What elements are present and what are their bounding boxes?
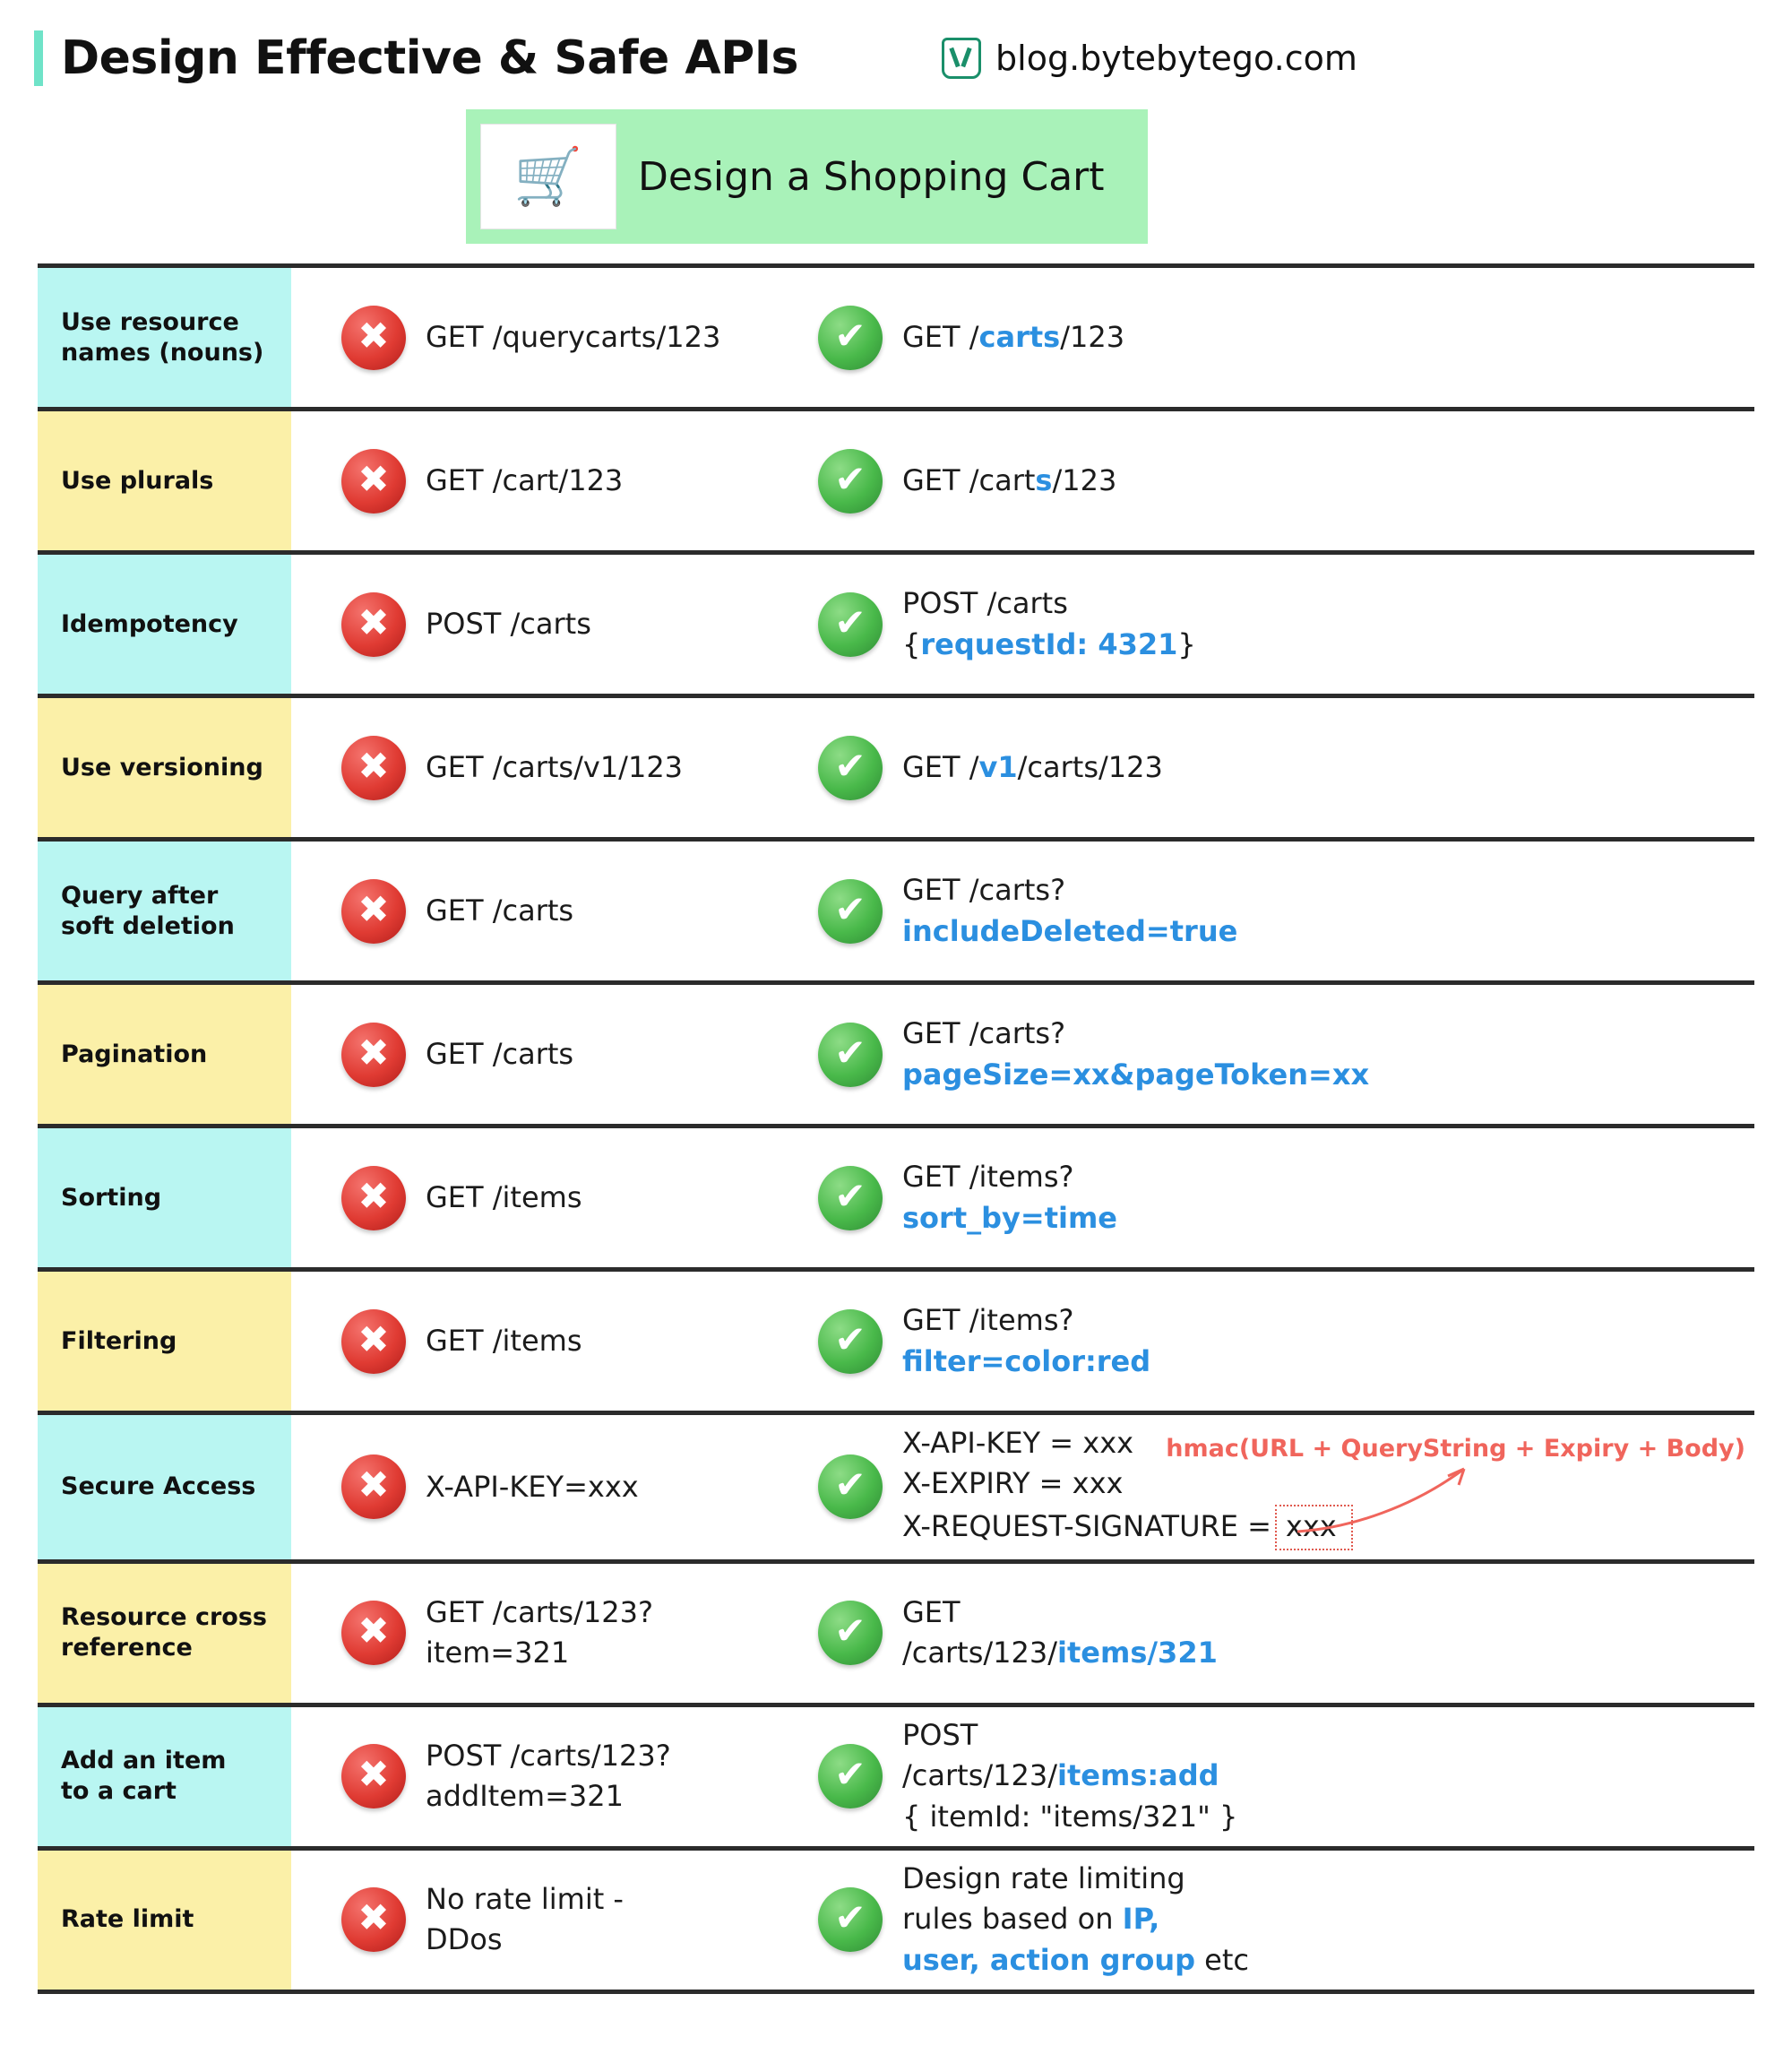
subtitle-section [0,109,1792,244]
bad-example-text: GET /carts [426,1036,574,1071]
table-row [38,698,1754,842]
good-example-cell [793,411,1754,550]
check-icon: ✔ [818,449,883,514]
row-label: Use plurals [61,466,214,495]
bad-example-text: GET /items [426,1179,582,1214]
subtitle-chip [466,109,1148,244]
bad-example-cell [291,985,793,1124]
bad-example-text: GET /cart/123 [426,462,624,497]
check-icon: ✔ [818,1454,883,1519]
table-row [38,1272,1754,1415]
header [0,0,1792,86]
check-icon: ✔ [818,1166,883,1230]
good-example-text: GET /carts/123 [902,462,1117,497]
good-example-text: POST /carts {requestId: 4321} [902,586,1196,661]
bad-example-text: POST /carts/123? addItem=321 [426,1738,671,1814]
table-row [38,1564,1754,1707]
bad-example-cell [291,1851,793,1990]
brand [942,38,1357,79]
good-example-cell [793,985,1754,1124]
good-example-cell [793,698,1754,837]
bytebytego-logo-icon [942,38,981,79]
row-label: Pagination [61,1040,208,1068]
bad-example-cell [291,411,793,550]
bad-example-text: GET /items [426,1323,582,1358]
row-label: Idempotency [61,609,238,638]
cross-icon: ✖ [341,1744,406,1808]
check-icon: ✔ [818,1744,883,1808]
check-icon: ✔ [818,1023,883,1087]
check-icon: ✔ [818,1309,883,1374]
check-icon: ✔ [818,1601,883,1665]
row-label: Use resource names (nouns) [61,307,264,367]
row-label-cell [38,985,291,1124]
shopping-cart-icon-box [480,124,616,229]
row-label: Sorting [61,1183,162,1212]
good-example-cell [793,1128,1754,1267]
bad-example-cell [291,555,793,694]
good-example-cell [793,842,1754,980]
row-label-cell [38,411,291,550]
bad-example-text: GET /carts [426,893,574,928]
bad-example-cell [291,698,793,837]
row-label-cell [38,1851,291,1990]
row-label-cell [38,1272,291,1411]
shopping-cart-icon: 🛒 [513,143,583,209]
bad-example-cell [291,842,793,980]
good-example-text: GET /items? sort_by=time [902,1160,1117,1235]
table-row [38,555,1754,698]
check-icon: ✔ [818,592,883,657]
bad-example-text: POST /carts [426,606,591,641]
bad-example-cell [291,1415,793,1559]
row-label-cell [38,698,291,837]
cross-icon: ✖ [341,592,406,657]
bad-example-cell [291,1128,793,1267]
good-example-cell [793,1851,1754,1990]
row-label-cell [38,268,291,407]
bad-example-text: X-API-KEY=xxx [426,1469,639,1504]
annotation-arrow-icon [1288,1462,1486,1542]
subtitle-text: Design a Shopping Cart [638,153,1105,200]
row-label: Resource cross reference [61,1603,267,1662]
good-example-cell [793,555,1754,694]
cross-icon: ✖ [341,1023,406,1087]
table-row [38,985,1754,1128]
row-label-cell [38,842,291,980]
cross-icon: ✖ [341,1601,406,1665]
good-example-text: GET /carts/123/items/321 [902,1594,1218,1670]
row-label: Use versioning [61,753,263,781]
table-row [38,842,1754,985]
check-icon: ✔ [818,1887,883,1952]
row-label: Query after soft deletion [61,881,235,940]
row-label-cell [38,1564,291,1703]
check-icon: ✔ [818,736,883,800]
row-label-cell [38,1415,291,1559]
brand-url: blog.bytebytego.com [995,39,1357,78]
bad-example-text: GET /querycarts/123 [426,319,721,354]
good-example-text: GET /carts/123 [902,319,1125,354]
bad-example-text: No rate limit - DDos [426,1881,624,1957]
check-icon: ✔ [818,306,883,370]
good-example-cell [793,268,1754,407]
check-icon: ✔ [818,879,883,944]
row-label: Add an item to a cart [61,1747,227,1806]
row-label-cell [38,1128,291,1267]
cross-icon: ✖ [341,1166,406,1230]
good-example-cell [793,1707,1754,1846]
bad-example-cell [291,1707,793,1846]
row-label-cell [38,1707,291,1846]
good-example-text: GET /v1/carts/123 [902,749,1163,784]
signature-value-box: xxx [1275,1505,1353,1549]
cross-icon: ✖ [341,879,406,944]
good-example-cell [793,1415,1754,1559]
cross-icon: ✖ [341,736,406,800]
good-example-text: GET /carts? includeDeleted=true [902,873,1238,948]
good-example-text: X-API-KEY = xxx X-EXPIRY = xxx X-REQUEST-SIGNATURE = xxx [902,1424,1353,1550]
good-example-cell [793,1564,1754,1703]
guidelines-table [38,263,1754,1994]
table-row [38,411,1754,555]
cross-icon: ✖ [341,1454,406,1519]
row-label: Filtering [61,1326,177,1355]
table-row [38,1128,1754,1272]
row-label-cell [38,555,291,694]
table-row [38,1415,1754,1564]
cross-icon: ✖ [341,449,406,514]
good-example-text: GET /carts? pageSize=xx&pageToken=xx [902,1016,1370,1092]
good-example-cell [793,1272,1754,1411]
bad-example-cell [291,1272,793,1411]
good-example-text: Design rate limiting rules based on IP, user, action group etc [902,1861,1249,1977]
cross-icon: ✖ [341,1309,406,1374]
good-example-text: POST /carts/123/items:add { itemId: "items/321" } [902,1718,1238,1834]
cross-icon: ✖ [341,306,406,370]
page-title: Design Effective & Safe APIs [61,31,799,85]
bad-example-cell [291,268,793,407]
title-accent-bar [34,30,43,86]
table-row [38,268,1754,411]
cross-icon: ✖ [341,1887,406,1952]
bad-example-text: GET /carts/v1/123 [426,749,684,784]
row-label: Secure Access [61,1472,256,1501]
bad-example-text: GET /carts/123? item=321 [426,1594,653,1670]
row-label: Rate limit [61,1905,194,1934]
table-row [38,1707,1754,1851]
good-example-text: GET /items? filter=color:red [902,1303,1151,1378]
bad-example-cell [291,1564,793,1703]
table-row [38,1851,1754,1994]
hmac-annotation: hmac(URL + QueryString + Expiry + Body) [1166,1435,1745,1463]
